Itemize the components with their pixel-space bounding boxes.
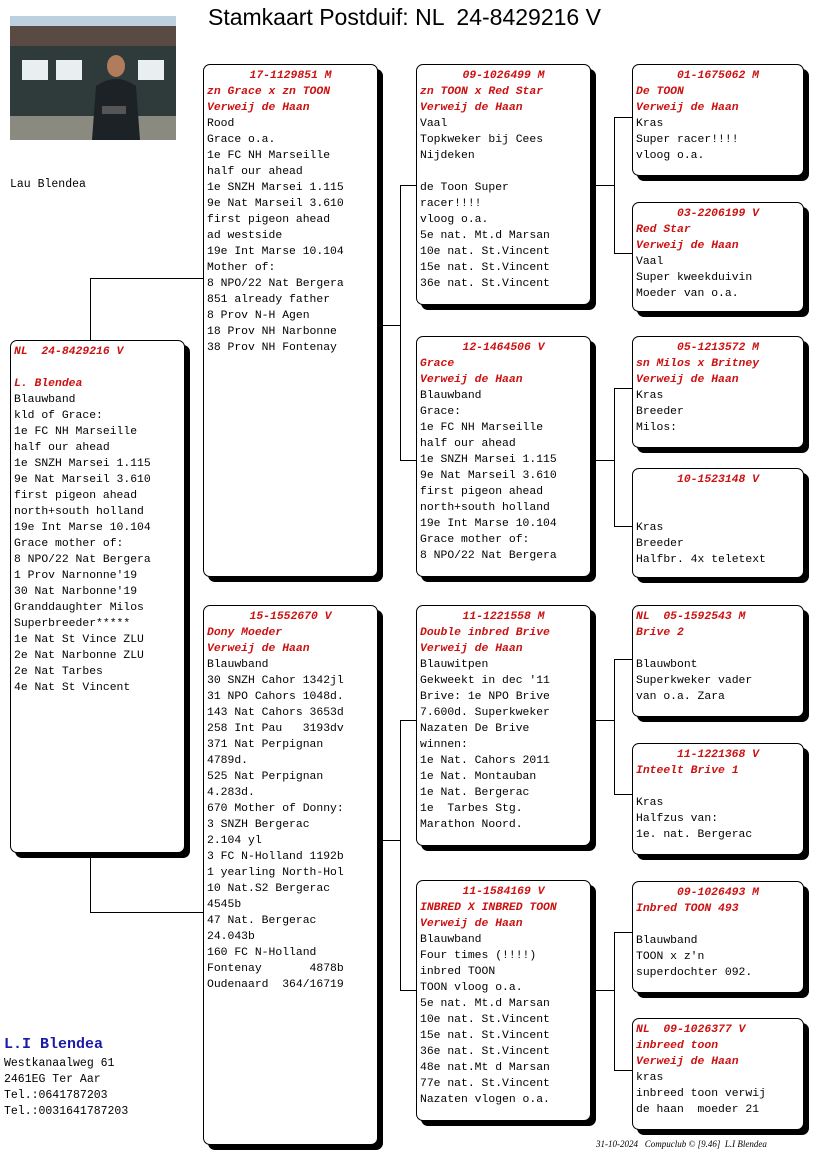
pedigree-line: Kras bbox=[636, 390, 664, 402]
pedigree-line: 3 SNZH Bergerac bbox=[207, 819, 310, 831]
pedigree-line: 143 Nat Cahors 3653d bbox=[207, 707, 344, 719]
breeder-name bbox=[636, 917, 800, 933]
breeder-name: Verweij de Haan bbox=[636, 1056, 739, 1068]
pedigree-line: Halfzus van: bbox=[636, 813, 719, 825]
connector-line bbox=[614, 253, 633, 254]
pedigree-line: racer!!!! bbox=[420, 198, 482, 210]
pedigree-line: 9e Nat Marseil 3.610 bbox=[14, 474, 151, 486]
address-name: L.I Blendea bbox=[4, 1036, 104, 1053]
connector-line bbox=[590, 460, 615, 461]
pedigree-line: 7.600d. Superkweker bbox=[420, 707, 550, 719]
pigeon-name: zn TOON x Red Star bbox=[420, 86, 544, 98]
pigeon-name: Double inbred Brive bbox=[420, 627, 550, 639]
pedigree-line: 2e Nat Tarbes bbox=[14, 666, 103, 678]
pedigree-line: Grace mother of: bbox=[420, 534, 530, 546]
pedigree-line: Grace mother of: bbox=[14, 538, 124, 550]
pigeon-name bbox=[14, 360, 181, 376]
ring-number: 12-1464506 V bbox=[462, 342, 545, 354]
pedigree-line: 1 Prov Narnonne'19 bbox=[14, 570, 138, 582]
connector-line bbox=[614, 117, 633, 118]
pigeon-card-mmm bbox=[632, 1018, 804, 1130]
pedigree-line: 19e Int Marse 10.104 bbox=[420, 518, 557, 530]
pigeon-name: inbreed toon bbox=[636, 1040, 719, 1052]
address-line: Tel.:0641787203 bbox=[4, 1089, 108, 1102]
pedigree-line: TOON x z'n bbox=[636, 951, 705, 963]
pigeon-card-fff bbox=[632, 64, 804, 176]
page-title: Stamkaart Postduif: NL 24-8429216 V bbox=[208, 4, 601, 30]
ring-number: 01-1675062 M bbox=[676, 70, 760, 82]
pedigree-line: Blauwband bbox=[207, 659, 269, 671]
pedigree-line: 4e Nat St Vincent bbox=[14, 682, 131, 694]
pedigree-line: Nijdeken bbox=[420, 150, 475, 162]
pedigree-line: 1e. nat. Bergerac bbox=[636, 829, 753, 841]
pedigree-line: Topkweker bij Cees bbox=[420, 134, 544, 146]
pedigree-line: Halfbr. 4x teletext bbox=[636, 554, 766, 566]
connector-line bbox=[614, 526, 633, 527]
pigeon-name: sn Milos x Britney bbox=[636, 358, 760, 370]
pedigree-line: 36e nat. St.Vincent bbox=[420, 278, 550, 290]
footer-text: 31-10-2024 Compuclub © [9.46] L.I Blendea bbox=[596, 1139, 767, 1149]
pigeon-card-father-mother bbox=[416, 336, 591, 577]
breeder-name: Verweij de Haan bbox=[420, 102, 523, 114]
pedigree-line: 9e Nat Marseil 3.610 bbox=[420, 470, 557, 482]
pedigree-line: north+south holland bbox=[420, 502, 550, 514]
connector-line bbox=[400, 185, 401, 460]
pedigree-line: Grace: bbox=[420, 406, 462, 418]
pigeon-card-main bbox=[10, 340, 185, 853]
connector-line bbox=[377, 840, 401, 841]
pigeon-card-father bbox=[203, 64, 378, 577]
ring-number: 15-1552670 V bbox=[249, 611, 332, 623]
pedigree-line: first pigeon ahead bbox=[420, 486, 544, 498]
pedigree-line: inbred TOON bbox=[420, 966, 496, 978]
ring-number: NL 09-1026377 V bbox=[636, 1024, 746, 1036]
pedigree-line: Nazaten vlogen o.a. bbox=[420, 1094, 550, 1106]
pigeon-name: INBRED X INBRED TOON bbox=[420, 902, 557, 914]
pedigree-line: Blauwitpen bbox=[420, 659, 489, 671]
pedigree-line: 4789d. bbox=[207, 755, 249, 767]
owner-name: Lau Blendea bbox=[10, 178, 86, 191]
pedigree-line: Mother of: bbox=[207, 262, 276, 274]
pedigree-line: Milos: bbox=[636, 422, 678, 434]
pedigree-line: 8 NPO/22 Nat Bergera bbox=[14, 554, 151, 566]
connector-line bbox=[614, 1070, 633, 1071]
pedigree-line: Moeder van o.a. bbox=[636, 288, 739, 300]
pedigree-line: vloog o.a. bbox=[636, 150, 705, 162]
pedigree-line: van o.a. Zara bbox=[636, 691, 725, 703]
pedigree-line: 851 already father bbox=[207, 294, 331, 306]
ring-number: NL 24-8429216 V bbox=[14, 346, 124, 358]
pigeon-name: Inteelt Brive 1 bbox=[636, 765, 739, 777]
pedigree-line bbox=[420, 164, 587, 180]
pedigree-line: Blauwband bbox=[14, 394, 76, 406]
pedigree-line: 31 NPO Cahors 1048d. bbox=[207, 691, 344, 703]
ring-number: 11-1584169 V bbox=[462, 886, 545, 898]
pedigree-line: 10e nat. St.Vincent bbox=[420, 246, 550, 258]
connector-line bbox=[590, 720, 615, 721]
pedigree-line: 1e SNZH Marsei 1.115 bbox=[207, 182, 344, 194]
pigeon-name: De TOON bbox=[636, 86, 684, 98]
connector-line bbox=[614, 659, 615, 794]
owner-photo bbox=[10, 16, 176, 140]
pedigree-line: Breeder bbox=[636, 406, 684, 418]
pedigree-line: 3 FC N-Holland 1192b bbox=[207, 851, 344, 863]
pedigree-line: kras bbox=[636, 1072, 664, 1084]
pedigree-line: 5e nat. Mt.d Marsan bbox=[420, 230, 550, 242]
pedigree-line: Kras bbox=[636, 797, 664, 809]
connector-line bbox=[400, 720, 401, 990]
pedigree-line: Marathon Noord. bbox=[420, 819, 523, 831]
pedigree-line: Blauwbont bbox=[636, 659, 698, 671]
breeder-name: Verweij de Haan bbox=[636, 102, 739, 114]
connector-line bbox=[614, 794, 633, 795]
pigeon-name: Inbred TOON 493 bbox=[636, 903, 739, 915]
pedigree-line: winnen: bbox=[420, 739, 468, 751]
ring-number: 05-1213572 M bbox=[676, 342, 760, 354]
breeder-name: Verweij de Haan bbox=[420, 918, 523, 930]
breeder-name: Verweij de Haan bbox=[207, 102, 310, 114]
pedigree-line: 4545b bbox=[207, 899, 242, 911]
pedigree-line: 10 Nat.S2 Bergerac bbox=[207, 883, 331, 895]
pedigree-line: Superkweker vader bbox=[636, 675, 753, 687]
ring-number: 17-1129851 M bbox=[249, 70, 332, 82]
pedigree-line: 77e nat. St.Vincent bbox=[420, 1078, 550, 1090]
pigeon-card-mfm bbox=[632, 743, 804, 855]
ring-number: 11-1221368 V bbox=[676, 749, 760, 761]
ring-number: 10-1523148 V bbox=[676, 474, 760, 486]
pigeon-name: zn Grace x zn TOON bbox=[207, 86, 331, 98]
pedigree-line: Blauwband bbox=[420, 934, 482, 946]
ring-number: 11-1221558 M bbox=[462, 611, 545, 623]
pedigree-line: 30 SNZH Cahor 1342jl bbox=[207, 675, 344, 687]
pedigree-line: Vaal bbox=[420, 118, 448, 130]
connector-line bbox=[400, 720, 417, 721]
pedigree-line: kld of Grace: bbox=[14, 410, 103, 422]
breeder-name: Verweij de Haan bbox=[636, 240, 739, 252]
pedigree-line: 19e Int Marse 10.104 bbox=[14, 522, 151, 534]
pedigree-line: 1e SNZH Marsei 1.115 bbox=[420, 454, 557, 466]
pedigree-line: 8 NPO/22 Nat Bergera bbox=[207, 278, 344, 290]
pedigree-line: Oudenaard 364/16719 bbox=[207, 979, 344, 991]
pedigree-line: Fontenay 4878b bbox=[207, 963, 344, 975]
breeder-name bbox=[636, 504, 800, 520]
pedigree-line: 1e FC NH Marseille bbox=[420, 422, 544, 434]
pedigree-line: Blauwband bbox=[636, 935, 698, 947]
ring-number: 09-1026499 M bbox=[462, 70, 545, 82]
breeder-name bbox=[636, 641, 800, 657]
pedigree-line: Kras bbox=[636, 118, 664, 130]
pigeon-card-fmf bbox=[632, 336, 804, 448]
pedigree-line: superdochter 092. bbox=[636, 967, 753, 979]
pedigree-line: 160 FC N-Holland bbox=[207, 947, 317, 959]
breeder-name: Verweij de Haan bbox=[207, 643, 310, 655]
connector-line bbox=[614, 932, 633, 933]
pedigree-line: 1e FC NH Marseille bbox=[207, 150, 331, 162]
pedigree-line: 1e Nat St Vince ZLU bbox=[14, 634, 144, 646]
connector-line bbox=[400, 990, 417, 991]
pedigree-line: 1e Tarbes Stg. bbox=[420, 803, 523, 815]
pedigree-line: 1e Nat. Bergerac bbox=[420, 787, 530, 799]
pedigree-line: Grace o.a. bbox=[207, 134, 276, 146]
pedigree-line: 15e nat. St.Vincent bbox=[420, 1030, 550, 1042]
pedigree-line: Granddaughter Milos bbox=[14, 602, 144, 614]
pedigree-line: Superbreeder***** bbox=[14, 618, 131, 630]
connector-line bbox=[614, 932, 615, 1070]
pedigree-line: Brive: 1e NPO Brive bbox=[420, 691, 550, 703]
connector-line bbox=[400, 460, 417, 461]
pigeon-card-fmm bbox=[632, 468, 804, 578]
pedigree-line: 1e Nat. Montauban bbox=[420, 771, 537, 783]
pedigree-line: 1 yearling North-Hol bbox=[207, 867, 344, 879]
breeder-name: Verweij de Haan bbox=[420, 643, 523, 655]
pedigree-line: Kras bbox=[636, 522, 664, 534]
pedigree-line: half our ahead bbox=[14, 442, 110, 454]
pigeon-name bbox=[636, 488, 800, 504]
pedigree-line: 2e Nat Narbonne ZLU bbox=[14, 650, 144, 662]
connector-line bbox=[400, 185, 417, 186]
pedigree-line: 258 Int Pau 3193dv bbox=[207, 723, 344, 735]
pedigree-line: 24.043b bbox=[207, 931, 255, 943]
connector-line bbox=[90, 912, 204, 913]
pedigree-line: Four times (!!!!) bbox=[420, 950, 537, 962]
address-line: 2461EG Ter Aar bbox=[4, 1073, 101, 1086]
pedigree-line: 38 Prov NH Fontenay bbox=[207, 342, 337, 354]
pedigree-line: 8 NPO/22 Nat Bergera bbox=[420, 550, 557, 562]
pedigree-line: 47 Nat. Bergerac bbox=[207, 915, 317, 927]
pigeon-card-father-father bbox=[416, 64, 591, 305]
pigeon-name: Grace bbox=[420, 358, 455, 370]
pigeon-name: Red Star bbox=[636, 224, 691, 236]
ring-number: 03-2206199 V bbox=[676, 208, 760, 220]
pedigree-line: Blauwband bbox=[420, 390, 482, 402]
pedigree-line: Breeder bbox=[636, 538, 684, 550]
pedigree-line: de Toon Super bbox=[420, 182, 509, 194]
connector-line bbox=[614, 388, 633, 389]
pedigree-line: TOON vloog o.a. bbox=[420, 982, 523, 994]
pedigree-line: Super racer!!!! bbox=[636, 134, 739, 146]
connector-line bbox=[377, 325, 401, 326]
pedigree-line: half our ahead bbox=[420, 438, 516, 450]
pedigree-line: Nazaten De Brive bbox=[420, 723, 530, 735]
pigeon-name: Dony Moeder bbox=[207, 627, 283, 639]
connector-line bbox=[90, 278, 204, 279]
address-line: Tel.:0031641787203 bbox=[4, 1105, 129, 1118]
pigeon-card-mff bbox=[632, 605, 804, 717]
breeder-name: L. Blendea bbox=[14, 378, 83, 390]
pedigree-line: 30 Nat Narbonne'19 bbox=[14, 586, 138, 598]
pigeon-card-ffm bbox=[632, 202, 804, 312]
pedigree-line: Rood bbox=[207, 118, 235, 130]
pedigree-line: 18 Prov NH Narbonne bbox=[207, 326, 337, 338]
pedigree-line: inbreed toon verwij bbox=[636, 1088, 766, 1100]
pedigree-line: 8 Prov N-H Agen bbox=[207, 310, 310, 322]
pedigree-line: north+south holland bbox=[14, 506, 144, 518]
breeder-name bbox=[636, 779, 800, 795]
connector-line bbox=[90, 278, 91, 340]
pigeon-card-mother-father bbox=[416, 605, 591, 846]
connector-line bbox=[590, 185, 615, 186]
pedigree-line: Vaal bbox=[636, 256, 664, 268]
pedigree-line: 4.283d. bbox=[207, 787, 255, 799]
pedigree-line: 19e Int Marse 10.104 bbox=[207, 246, 344, 258]
connector-line bbox=[614, 659, 633, 660]
pedigree-line: 1e Nat. Cahors 2011 bbox=[420, 755, 550, 767]
connector-line bbox=[590, 990, 615, 991]
connector-line bbox=[614, 388, 615, 526]
pedigree-line: Gekweekt in dec '11 bbox=[420, 675, 550, 687]
pigeon-card-mmf bbox=[632, 881, 804, 993]
pedigree-line: 9e Nat Marseil 3.610 bbox=[207, 198, 344, 210]
connector-line bbox=[90, 853, 91, 912]
pigeon-card-mother-mother bbox=[416, 880, 591, 1121]
pedigree-line: 670 Mother of Donny: bbox=[207, 803, 344, 815]
pedigree-line: 48e nat.Mt d Marsan bbox=[420, 1062, 550, 1074]
pedigree-line: first pigeon ahead bbox=[14, 490, 138, 502]
pedigree-line: 1e SNZH Marsei 1.115 bbox=[14, 458, 151, 470]
pigeon-name: Brive 2 bbox=[636, 627, 684, 639]
pedigree-line: 371 Nat Perpignan bbox=[207, 739, 324, 751]
ring-number: 09-1026493 M bbox=[676, 887, 760, 899]
breeder-name: Verweij de Haan bbox=[420, 374, 523, 386]
pedigree-line: ad westside bbox=[207, 230, 283, 242]
address-line: Westkanaalweg 61 bbox=[4, 1057, 115, 1070]
pedigree-line: first pigeon ahead bbox=[207, 214, 331, 226]
pedigree-line: 1e FC NH Marseille bbox=[14, 426, 138, 438]
pedigree-line: half our ahead bbox=[207, 166, 303, 178]
pigeon-card-mother bbox=[203, 605, 378, 1145]
ring-number: NL 05-1592543 M bbox=[636, 611, 746, 623]
pedigree-line: Super kweekduivin bbox=[636, 272, 753, 284]
pedigree-line: 2.104 yl bbox=[207, 835, 262, 847]
pedigree-line: 5e nat. Mt.d Marsan bbox=[420, 998, 550, 1010]
owner-address bbox=[4, 1034, 128, 1120]
pedigree-line: 10e nat. St.Vincent bbox=[420, 1014, 550, 1026]
pedigree-line: vloog o.a. bbox=[420, 214, 489, 226]
pedigree-line: de haan moeder 21 bbox=[636, 1104, 760, 1116]
breeder-name: Verweij de Haan bbox=[636, 374, 739, 386]
pedigree-line: 36e nat. St.Vincent bbox=[420, 1046, 550, 1058]
pedigree-line: 15e nat. St.Vincent bbox=[420, 262, 550, 274]
pedigree-line: 525 Nat Perpignan bbox=[207, 771, 324, 783]
